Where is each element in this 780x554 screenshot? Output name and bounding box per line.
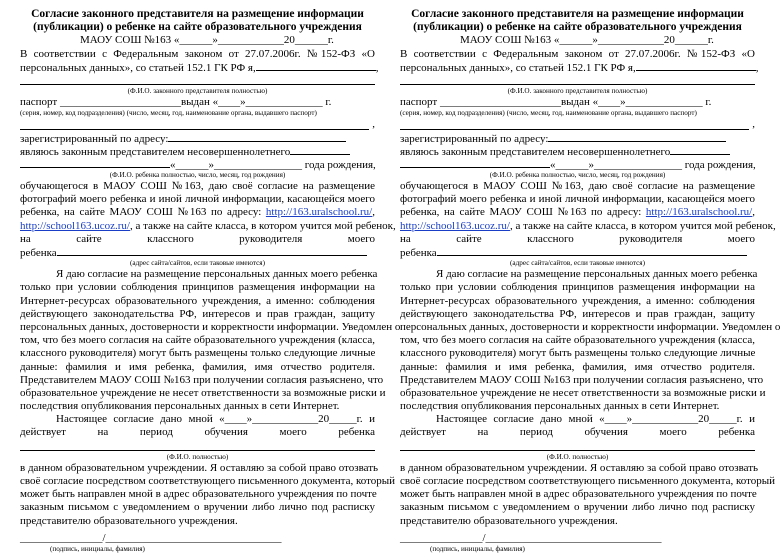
child-caption: (Ф.И.О. ребенка полностью, число, месяц, год рождения) xyxy=(109,171,286,180)
law-line-2: персональных данных», со статьей 152.1 ГК РФ я, , xyxy=(20,61,379,74)
signature-caption: (подпись, инициалы, фамилия) xyxy=(430,544,525,553)
law-line: В соответствии с Федеральным законом от 27.07.2006г. №152-ФЗ «О xyxy=(400,47,755,60)
para-line: Я даю согласие на размещение персональных данных моего ребенка xyxy=(436,268,758,281)
school-date-line: МАОУ СОШ №163 «______»____________20______г. xyxy=(460,34,714,47)
legal-rep-line: являюсь законным представителем несовершеннолетнего xyxy=(20,145,375,158)
child-site-line: ребенка xyxy=(400,246,755,259)
withdraw-line: своё согласие посредством соответствующего письменного документа, который xyxy=(20,475,396,487)
para-line: Представителем МАОУ СОШ №163 при получении согласия разъяснено, что xyxy=(20,373,384,386)
child-caption: (Ф.И.О. ребенка полностью, число, месяц, год рождения) xyxy=(489,171,666,180)
form-title: Согласие законного представителя на размещение информации xyxy=(411,8,744,20)
withdraw-line: в данном образовательном учреждении. Я оставляю за собой право отозвать xyxy=(400,461,759,474)
para-line: классного руководителя) могут быть размещены только следующие личные xyxy=(400,347,756,360)
signature-line: _______________/________________________________ xyxy=(400,531,662,544)
legal-rep-line: являюсь законным представителем несовершеннолетнего xyxy=(400,145,755,158)
para-line: том, что без моего согласия на сайте образовательного учреждения (класса, xyxy=(400,334,755,347)
para-line: действующего законодательства РФ, интересов и прав граждан, защиту xyxy=(400,307,755,320)
para-line: последствия опубликования персональных данных в сети Интернет. xyxy=(400,400,720,413)
passport-blank: , xyxy=(400,118,755,131)
passport-caption: (серия, номер, код подразделения) (число, месяц, год, наименование органа, выдавшего паспорт) xyxy=(400,109,697,118)
law-line-2: персональных данных», со статьей 152.1 ГК РФ я, , xyxy=(400,61,759,74)
period-line: действует на период обучения моего ребенка xyxy=(20,426,375,439)
site-caption: (адрес сайта/сайтов, если таковые имеются) xyxy=(510,259,645,268)
para-line: образовательное учреждение не несет ответственности за возможные риски и xyxy=(20,386,386,399)
para-line: данные: фамилия и имя ребенка, фамилия, имя отчество родителя. xyxy=(400,360,755,373)
withdraw-line: своё согласие посредством соответствующего письменного документа, который xyxy=(400,475,776,487)
withdraw-line: может быть направлен мной в адрес образовательного учреждения по почте xyxy=(20,488,377,501)
birth-date-line: «______»________________ года рождения, xyxy=(400,158,755,171)
fio-blank xyxy=(400,440,755,453)
rep-name-caption: (Ф.И.О. законного представителя полностью) xyxy=(127,87,268,96)
school-date-line: МАОУ СОШ №163 «______»____________20______г. xyxy=(80,34,334,47)
fio-blank xyxy=(20,440,375,453)
rep-name-caption: (Ф.И.О. законного представителя полностью) xyxy=(507,87,648,96)
period-line: действует на период обучения моего ребенка xyxy=(400,426,755,439)
registered-line: зарегистрированный по адресу: xyxy=(400,132,755,145)
withdraw-line: в данном образовательном учреждении. Я оставляю за собой право отозвать xyxy=(20,461,379,474)
para-line: последствия опубликования персональных данных в сети Интернет. xyxy=(20,400,340,413)
consent-line: обучающегося в МАОУ СОШ №163, даю своё согласие на размещение xyxy=(20,180,375,193)
para-line: том, что без моего согласия на сайте образовательного учреждения (класса, xyxy=(20,334,375,347)
para-line: образовательное учреждение не несет ответственности за возможные риски и xyxy=(400,386,766,399)
child-site-line: ребенка xyxy=(20,246,375,259)
para-line: данные: фамилия и имя ребенка, фамилия, имя отчество родителя. xyxy=(20,360,375,373)
fio-caption: (Ф.И.О. полностью) xyxy=(546,452,609,461)
signature-caption: (подпись, инициалы, фамилия) xyxy=(50,544,145,553)
para-line: Интернет-ресурсах образовательного учреждения, а именно: соблюдения xyxy=(400,294,755,307)
passport-blank: , xyxy=(20,118,375,131)
site-caption: (адрес сайта/сайтов, если таковые имеются) xyxy=(130,259,265,268)
consent-line: ребенка, на сайте МАОУ СОШ №163 по адресу: http://163.uralschool.ru/, xyxy=(400,206,755,219)
withdraw-line: заказным письмом с уведомлением о вручении либо лично под расписку xyxy=(20,501,375,514)
withdraw-line: представителю образовательного учреждения. xyxy=(400,514,618,527)
passport-line: паспорт ______________________выдан «____»______________ г. xyxy=(400,96,712,109)
given-line: Настоящее согласие дано мной «____»____________20_____г. и xyxy=(436,413,755,426)
law-line: В соответствии с Федеральным законом от 27.07.2006г. №152-ФЗ «О xyxy=(20,47,375,60)
school-site-link[interactable]: http://163.uralschool.ru/ xyxy=(645,206,753,219)
birth-date-line: «______»________________ года рождения, xyxy=(20,158,375,171)
form-title: Согласие законного представителя на размещение информации xyxy=(31,8,364,20)
form-subtitle: (публикации) о ребенке на сайте образовательного учреждения xyxy=(413,21,742,34)
para-line: классного руководителя) могут быть размещены только следующие личные xyxy=(20,347,376,360)
rep-name-blank xyxy=(20,74,375,87)
signature-line: _______________/________________________________ xyxy=(20,531,282,544)
consent-line: http://school163.ucoz.ru/, а также на сайте класса, в котором учится мой ребенок, xyxy=(400,219,776,232)
withdraw-line: может быть направлен мной в адрес образовательного учреждения по почте xyxy=(400,488,757,501)
school-site-link-2[interactable]: http://school163.ucoz.ru/ xyxy=(400,219,510,232)
fio-caption: (Ф.И.О. полностью) xyxy=(166,452,229,461)
school-site-link-2[interactable]: http://school163.ucoz.ru/ xyxy=(20,219,130,232)
para-line: Я даю согласие на размещение персональных данных моего ребенка xyxy=(56,268,378,281)
consent-line: фотографий моего ребенка и иной личной информации, касающейся моего xyxy=(20,193,375,206)
consent-line: на сайте классного руководителя моего xyxy=(400,232,755,245)
para-line: персональных данных, достоверности и корректности информации. Уведомлен о xyxy=(400,320,780,333)
para-line: Представителем МАОУ СОШ №163 при получении согласия разъяснено, что xyxy=(400,373,764,386)
para-line: только при условии соблюдения принципов размещения информации на xyxy=(400,281,755,294)
consent-line: на сайте классного руководителя моего xyxy=(20,232,375,245)
given-line: Настоящее согласие дано мной «____»____________20_____г. и xyxy=(56,413,375,426)
para-line: персональных данных, достоверности и корректности информации. Уведомлен о xyxy=(20,320,401,333)
consent-line: фотографий моего ребенка и иной личной информации, касающейся моего xyxy=(400,193,755,206)
rep-name-blank xyxy=(400,74,755,87)
consent-line: обучающегося в МАОУ СОШ №163, даю своё согласие на размещение xyxy=(400,180,755,193)
passport-line: паспорт ______________________выдан «____»______________ г. xyxy=(20,96,332,109)
consent-form-left xyxy=(20,8,401,554)
withdraw-line: заказным письмом с уведомлением о вручении либо лично под расписку xyxy=(400,501,755,514)
withdraw-line: представителю образовательного учреждения. xyxy=(20,514,238,527)
consent-line: http://school163.ucoz.ru/, а также на сайте класса, в котором учится мой ребенок, xyxy=(20,219,396,232)
consent-line: ребенка, на сайте МАОУ СОШ №163 по адресу: http://163.uralschool.ru/, xyxy=(20,206,375,219)
para-line: только при условии соблюдения принципов размещения информации на xyxy=(20,281,375,294)
registered-line: зарегистрированный по адресу: xyxy=(20,132,375,145)
school-site-link[interactable]: http://163.uralschool.ru/ xyxy=(265,206,373,219)
passport-caption: (серия, номер, код подразделения) (число, месяц, год, наименование органа, выдавшего паспорт) xyxy=(20,109,317,118)
consent-form-right xyxy=(400,8,780,554)
form-subtitle: (публикации) о ребенке на сайте образовательного учреждения xyxy=(33,21,362,34)
para-line: действующего законодательства РФ, интересов и прав граждан, защиту xyxy=(20,307,375,320)
para-line: Интернет-ресурсах образовательного учреждения, а именно: соблюдения xyxy=(20,294,375,307)
